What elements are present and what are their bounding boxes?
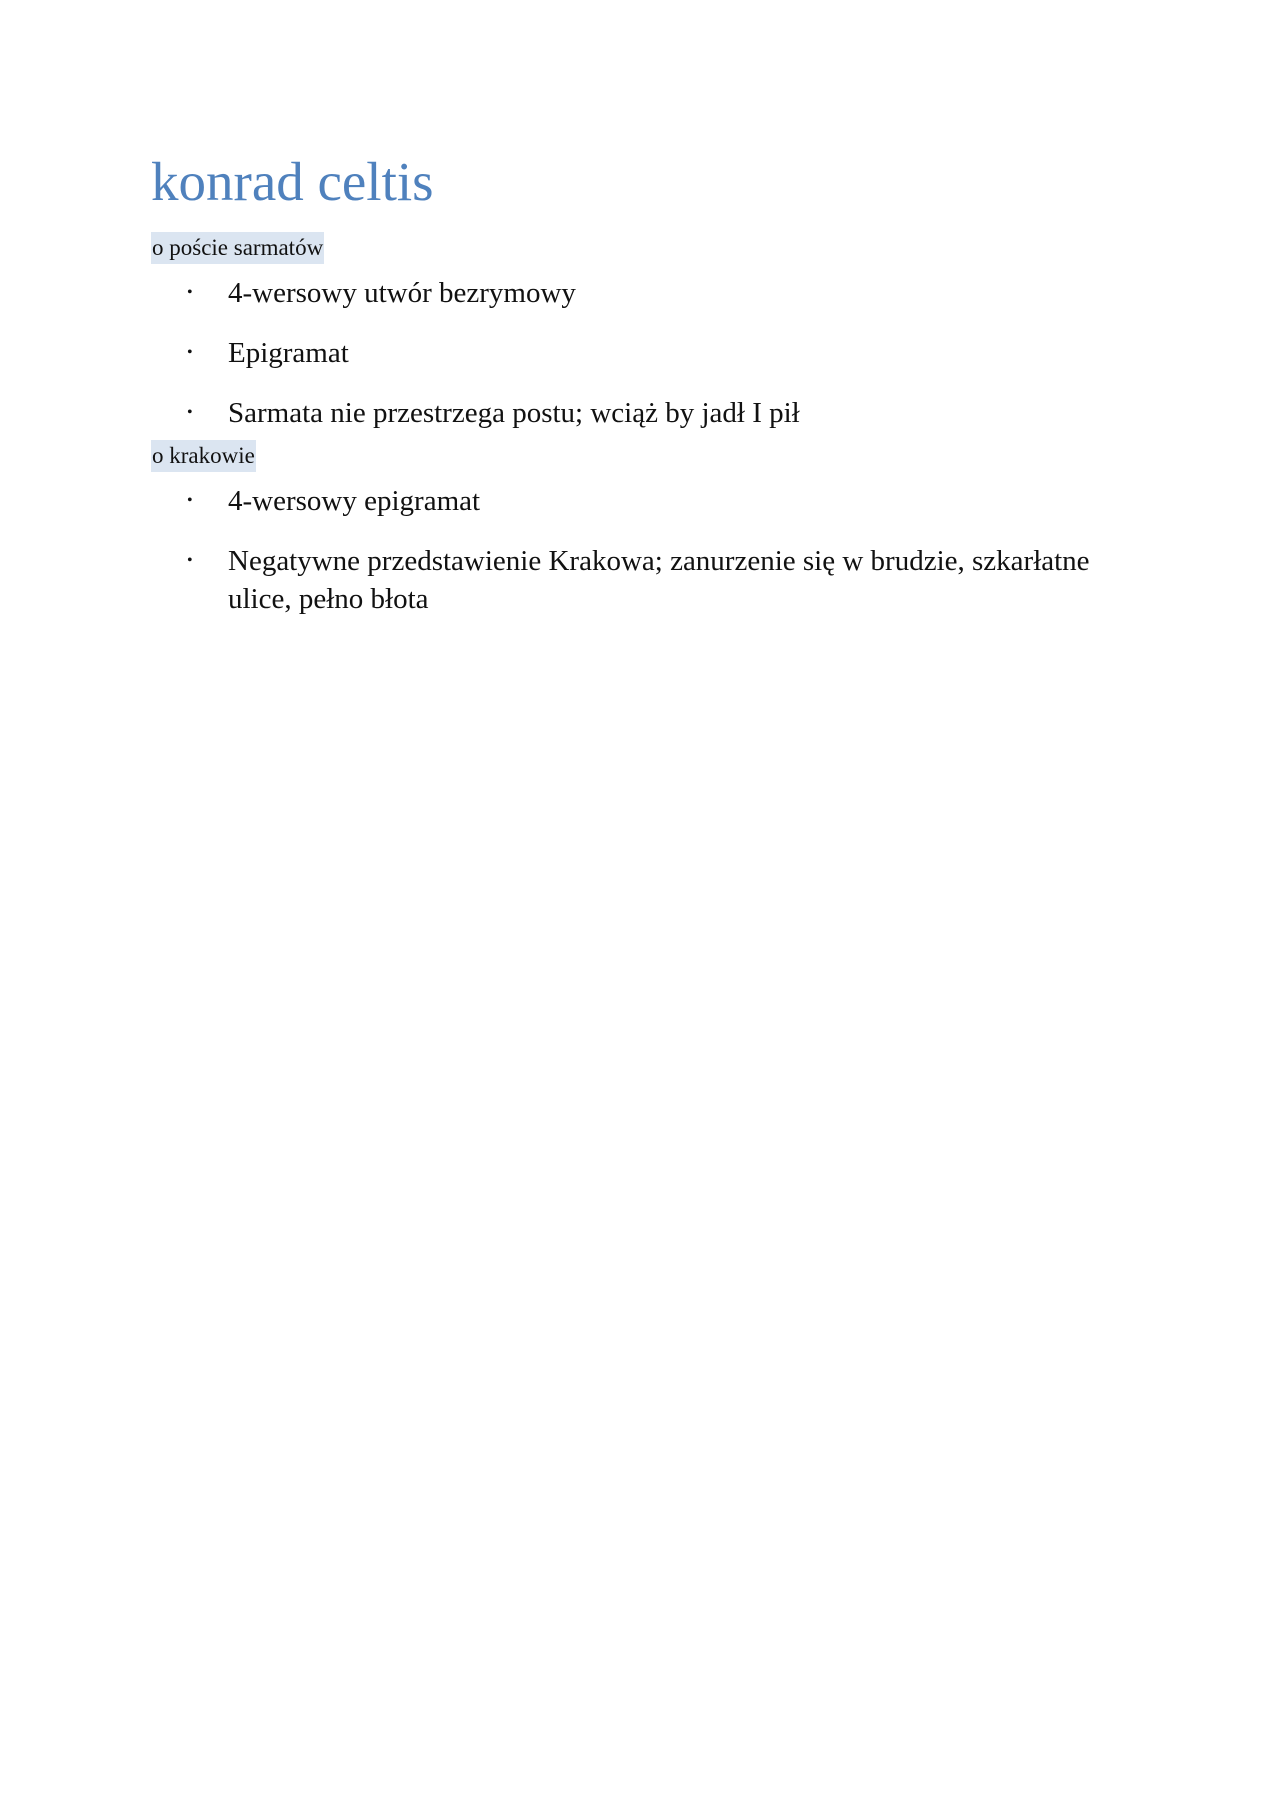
section-heading: o poście sarmatów [151, 232, 324, 264]
list-item [151, 274, 1141, 312]
list-item-text: Sarmata nie przestrzega postu; wciąż by jadł I pił [228, 397, 800, 429]
bullet-list [151, 274, 1141, 432]
bullet-list [151, 482, 1141, 618]
list-item [151, 482, 1141, 520]
section-heading: o krakowie [151, 440, 256, 472]
bullet-icon: • [187, 552, 193, 569]
list-item [151, 542, 1141, 618]
document-title: konrad celtis [151, 151, 434, 212]
list-item [151, 394, 1141, 432]
list-item [151, 334, 1141, 372]
bullet-icon: • [187, 492, 193, 509]
section-o-krakowie [151, 440, 1141, 618]
document-body [151, 150, 1141, 640]
section-o-poscie-sarmatow [151, 232, 1141, 432]
list-item-text: Negatywne przedstawienie Krakowa; zanurzenie się w brudzie, szkarłatne ulice, pełno błota [228, 545, 1090, 615]
list-item-text: Epigramat [228, 337, 349, 369]
list-item-text: 4-wersowy utwór bezrymowy [228, 277, 576, 309]
bullet-icon: • [187, 344, 193, 361]
list-item-text: 4-wersowy epigramat [228, 485, 481, 517]
bullet-icon: • [187, 284, 193, 301]
bullet-icon: • [187, 404, 193, 421]
